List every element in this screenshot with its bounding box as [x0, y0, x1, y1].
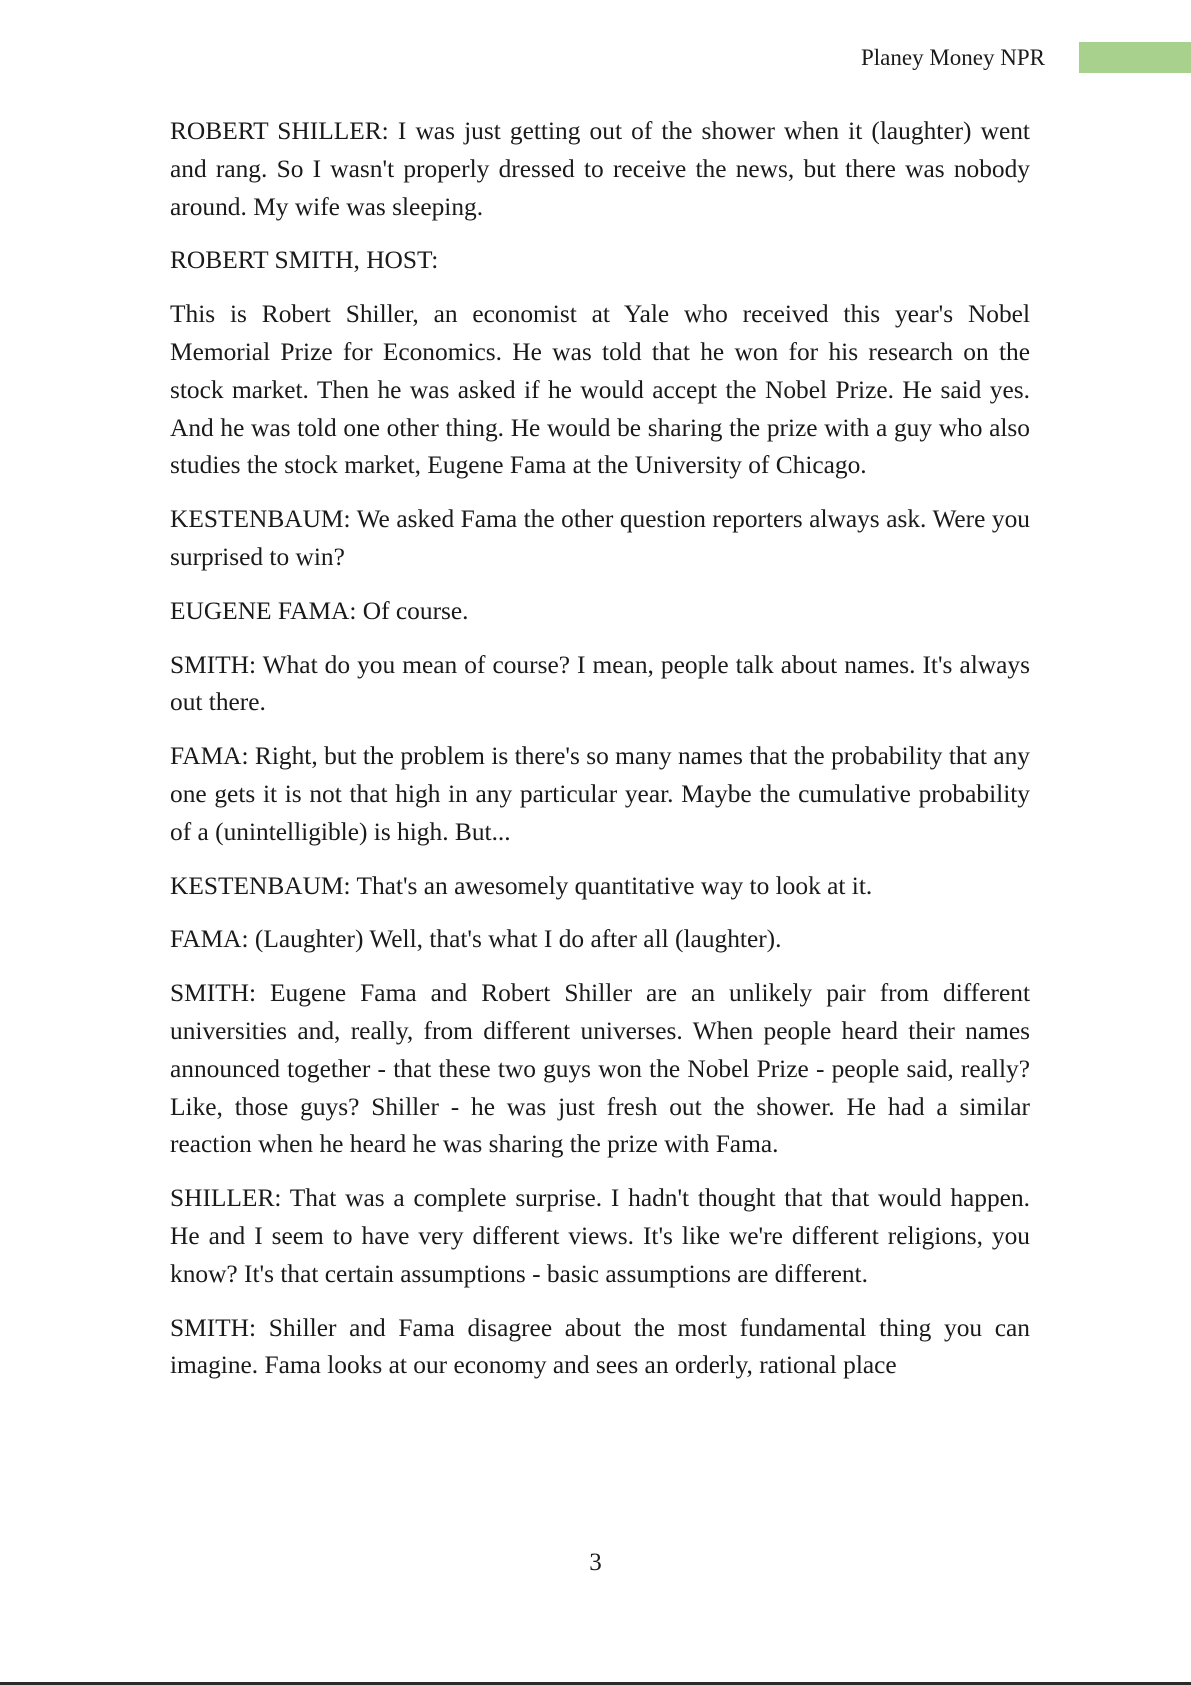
paragraph: KESTENBAUM: We asked Fama the other question reporters always ask. Were you surprised to win? — [170, 505, 1030, 571]
paragraph: This is Robert Shiller, an economist at Yale who received this year's Nobel Memorial Prize for Economics. He was told that he won for his research on the stock market. Then he was asked if he would accept the Nobel Prize. He said yes. And he was told one other thing. He would be sharing the prize with a guy who also studies the stock market, Eugene Fama at the University of Chicago. — [170, 300, 1030, 480]
paragraph: SHILLER: That was a complete surprise. I hadn't thought that that would happen. He and I seem to have very different views. It's like we're different religions, you know? It's that certain assumptions - basic assumptions are different. — [170, 1184, 1030, 1288]
paragraph: KESTENBAUM: That's an awesomely quantitative way to look at it. — [170, 871, 873, 900]
paragraph: SMITH: Shiller and Fama disagree about the most fundamental thing you can imagine. Fama looks at our economy and sees an orderly, rational place — [170, 1313, 1030, 1380]
paragraph: FAMA: Right, but the problem is there's so many names that the probability that any one gets it is not that high in any particular year. Maybe the cumulative probability of a (unintelligible) is high. But... — [170, 742, 1030, 846]
paragraph: FAMA: (Laughter) Well, that's what I do after all (laughter). — [170, 925, 782, 954]
header-title: Planey Money NPR — [861, 45, 1045, 70]
page-number: 3 — [589, 1549, 602, 1576]
transcript-body — [170, 113, 1030, 1401]
header-accent-bar — [1079, 42, 1191, 73]
paragraph: ROBERT SHILLER: I was just getting out of the shower when it (laughter) went and rang. So I wasn't properly dressed to receive the news, but there was nobody around. My wife was sleeping. — [170, 117, 1030, 221]
paragraph: EUGENE FAMA: Of course. — [170, 596, 469, 625]
paragraph: SMITH: What do you mean of course? I mean, people talk about names. It's always out there. — [170, 650, 1030, 717]
paragraph: SMITH: Eugene Fama and Robert Shiller are an unlikely pair from different universities and, really, from different universes. When people heard their names announced together - that these two guys won the Nobel Prize - people said, really? Like, those guys? Shiller - he was just fresh out the shower. He had a similar reaction when he heard he was sharing the prize with Fama. — [170, 979, 1030, 1159]
paragraph: ROBERT SMITH, HOST: — [170, 246, 439, 275]
